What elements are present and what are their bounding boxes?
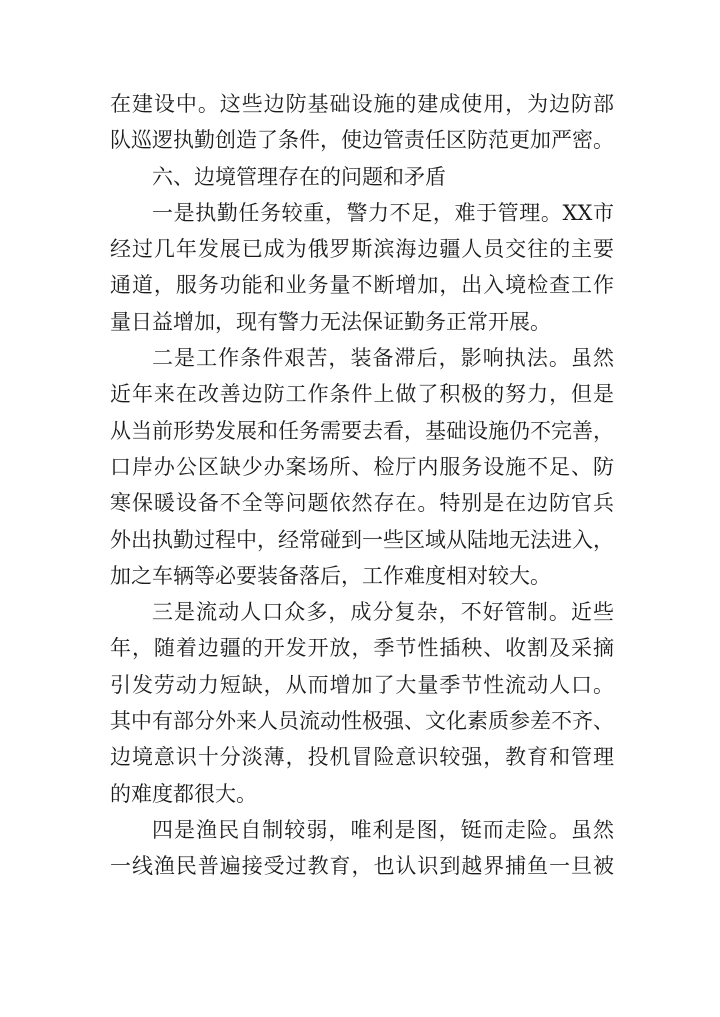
text-line: 一是执勤任务较重，警力不足，难于管理。XX市	[152, 200, 614, 225]
text-line: 二是工作条件艰苦，装备滞后，影响执法。虽然	[152, 346, 614, 371]
text-line: 的难度都很大。	[110, 781, 257, 806]
text-line: 三是流动人口众多，成分复杂，不好管制。近些	[152, 600, 614, 625]
text-line: 边境意识十分淡薄，投机冒险意识较强，教育和管理	[110, 745, 614, 770]
body-text	[110, 86, 614, 885]
text-line: 其中有部分外来人员流动性极强、文化素质参差不齐、	[110, 709, 614, 734]
text-line: 四是渔民自制较弱，唯利是图，铤而走险。虽然	[152, 817, 614, 842]
text-line: 通道，服务功能和业务量不断增加，出入境检查工作	[110, 273, 614, 298]
section-heading: 六、边境管理存在的问题和矛盾	[152, 164, 446, 189]
text-line: 量日益增加，现有警力无法保证勤务正常开展。	[110, 309, 551, 334]
text-line: 在建设中。这些边防基础设施的建成使用，为边防部	[110, 92, 614, 116]
text-line: 口岸办公区缺少办案场所、检厅内服务设施不足、防	[110, 454, 614, 479]
text-line: 年，随着边疆的开发开放，季节性插秧、收割及采摘	[110, 636, 614, 661]
text-line: 加之车辆等必要装备落后，工作难度相对较大。	[110, 563, 551, 588]
text-line: 外出执勤过程中，经常碰到一些区域从陆地无法进入，	[110, 527, 614, 552]
text-line: 从当前形势发展和任务需要去看，基础设施仍不完善，	[110, 418, 614, 443]
text-line: 队巡逻执勤创造了条件，使边管责任区防范更加严密。	[110, 128, 614, 153]
text-line: 近年来在改善边防工作条件上做了积极的努力，但是	[110, 382, 614, 407]
text-line: 一线渔民普遍接受过教育，也认识到越界捕鱼一旦被	[110, 854, 614, 879]
text-line: 引发劳动力短缺，从而增加了大量季节性流动人口。	[110, 672, 614, 697]
text-line: 经过几年发展已成为俄罗斯滨海边疆人员交往的主要	[110, 237, 614, 262]
text-line: 寒保暖设备不全等问题依然存在。特别是在边防官兵	[110, 491, 614, 516]
